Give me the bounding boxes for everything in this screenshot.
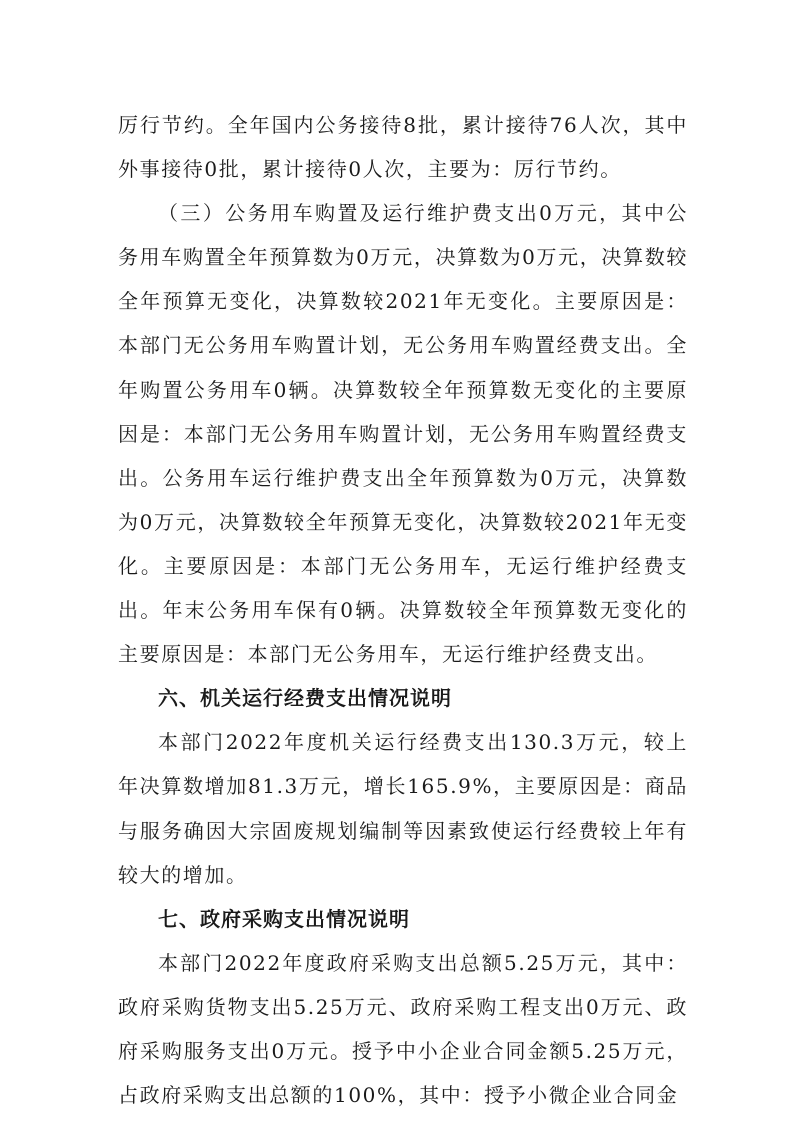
section-heading-government-procurement: 七、政府采购支出情况说明: [158, 906, 410, 931]
paragraph-government-procurement: 本部门2022年度政府采购支出总额5.25万元，其中：政府采购货物支出5.25万元、政府采购工程支出0万元、政府采购服务支出0万元。授予中小企业合同金额5.25万元，占政府采购支出总额的100%，其中：授予小微企业合同金: [118, 950, 688, 1108]
paragraph-reception-summary: 厉行节约。全年国内公务接待8批，累计接待76人次，其中外事接待0批，累计接待0人次，主要为：厉行节约。: [118, 113, 688, 182]
paragraph-operating-expenses: 本部门2022年度机关运行经费支出130.3万元，较上年决算数增加81.3万元，增长165.9%，主要原因是：商品与服务确因大宗固废规划编制等因素致使运行经费较上年有较大的增加。: [118, 730, 688, 887]
paragraph-official-vehicles: （三）公务用车购置及运行维护费支出0万元，其中公务用车购置全年预算数为0万元，决算数为0万元，决算数较全年预算无变化，决算数较2021年无变化。主要原因是：本部门无公务用车购置计划，无公务用车购置经费支出。全年购置公务用车0辆。决算数较全年预算数无变化的主要原因是：本部门无公务用车购置计划，无公务用车购置经费支出。公务用车运行维护费支出全年预算数为0万元，决算数为0万元，决算数较全年预算无变化，决算数较2021年无变化。主要原因是：本部门无公务用车，无运行维护经费支出。年末公务用车保有0辆。决算数较全年预算数无变化的主要原因是：本部门无公务用车，无运行维护经费支出。: [118, 201, 688, 667]
section-heading-operating-expenses: 六、机关运行经费支出情况说明: [158, 686, 452, 711]
document-body: [118, 103, 688, 1117]
